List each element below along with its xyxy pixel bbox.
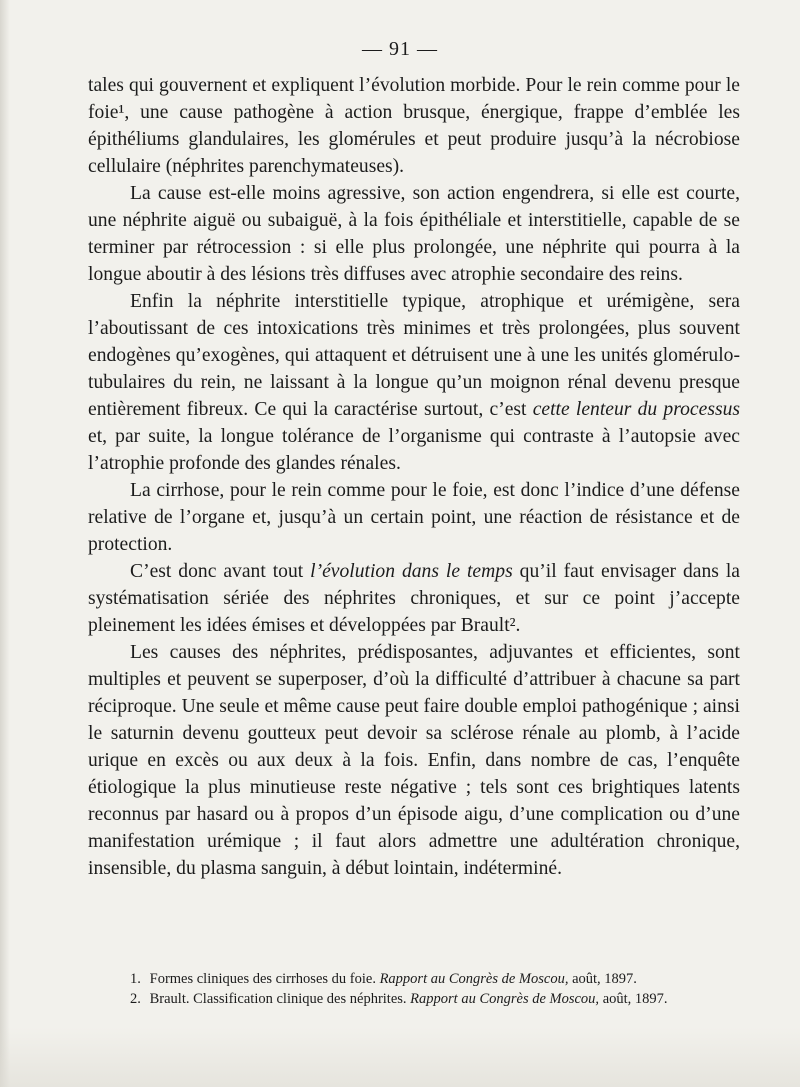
- footnote-date: août, 1897.: [572, 971, 637, 987]
- paragraph-4: La cirrhose, pour le rein comme pour le foie, est donc l’indice d’une défense relative de l’organe et, jusqu’à un certain point, une réaction de résistance et de protection.: [88, 480, 740, 555]
- paragraph-5-text-a: C’est donc avant tout: [130, 561, 311, 582]
- footnote-1: [130, 969, 750, 989]
- paragraph-5-text-b: qu’il faut envisager dans la systématisation sériée des néphrites chroniques, et sur ce point j’accepte pleinement les idées émises et développées par Brault².: [88, 561, 741, 636]
- footnote-number: 1.: [130, 971, 141, 987]
- paragraph-3: [88, 288, 740, 477]
- paragraph-3-text-a: Enfin la néphrite interstitielle typique, atrophique et urémigène, sera l’aboutissant de ces intoxications très minimes et très prolongées, plus souvent endogènes qu’exogènes, qui attaquent et détruisent une à une les unités glomérulo-tubulaires du rein, ne laissant à la longue qu’un moignon rénal devenu presque entièrement fibreux. Ce qui la caractérise surtout, c’est: [88, 291, 740, 420]
- paragraph-5-emphasis: l’évolution dans le temps: [310, 561, 513, 582]
- footnote-date: août, 1897.: [602, 991, 668, 1007]
- paragraph-3-emphasis: cette lenteur du processus: [532, 399, 740, 420]
- footnote-title: Rapport au Congrès de Moscou,: [410, 991, 600, 1007]
- footnote-text: Brault. Classification clinique des néphrites.: [149, 991, 407, 1007]
- paragraph-5: [88, 558, 740, 639]
- paragraph-3-text-b: et, par suite, la longue tolérance de l’organisme qui contraste à l’autopsie avec l’atrophie profonde des glandes rénales.: [88, 426, 740, 474]
- footnote-title: Rapport au Congrès de Moscou,: [379, 971, 569, 987]
- paragraph-1: tales qui gouvernent et expliquent l’évolution morbide. Pour le rein comme pour le foie¹, une cause pathogène à action brusque, énergique, frappe d’emblée les épithéliums glandulaires, les glomérules et peut produire jusqu’à la nécrobiose cellulaire (néphrites parenchymateuses).: [88, 75, 740, 177]
- footnote-text: Formes cliniques des cirrhoses du foie.: [149, 971, 376, 987]
- page-edge-shadow: [0, 0, 10, 1087]
- footnote-number: 2.: [130, 991, 141, 1007]
- paragraph-6: Les causes des néphrites, prédisposantes, adjuvantes et efficientes, sont multiples et peuvent se superposer, d’où la difficulté d’attribuer à chacune sa part réciproque. Une seule et même cause peut faire double emploi pathogénique ; ainsi le saturnin devenu goutteux peut devoir sa sclérose rénale au plomb, à l’acide urique en excès ou aux deux à la fois. Enfin, dans nombre de cas, l’enquête étiologique la plus minutieuse reste négative ; tels sont ces brightiques latents reconnus par hasard ou à propos d’un épisode aigu, d’une complication ou d’une manifestation urémique ; il faut alors admettre une adultération chronique, insensible, du plasma sanguin, à début lointain, indéterminé.: [88, 642, 740, 879]
- footnote-2: [130, 989, 750, 1009]
- page-number: — 91 —: [362, 38, 438, 60]
- page-bottom-shade: [0, 1027, 800, 1087]
- body-text: [88, 72, 740, 882]
- paragraph-2: La cause est-elle moins agressive, son action engendrera, si elle est courte, une néphrite aiguë ou subaiguë, à la fois épithéliale et interstitielle, capable de se terminer par rétrocession : si elle plus prolongée, une néphrite qui pourra à la longue aboutir à des lésions très diffuses avec atrophie secondaire des reins.: [88, 183, 740, 285]
- footnotes: [130, 969, 750, 1009]
